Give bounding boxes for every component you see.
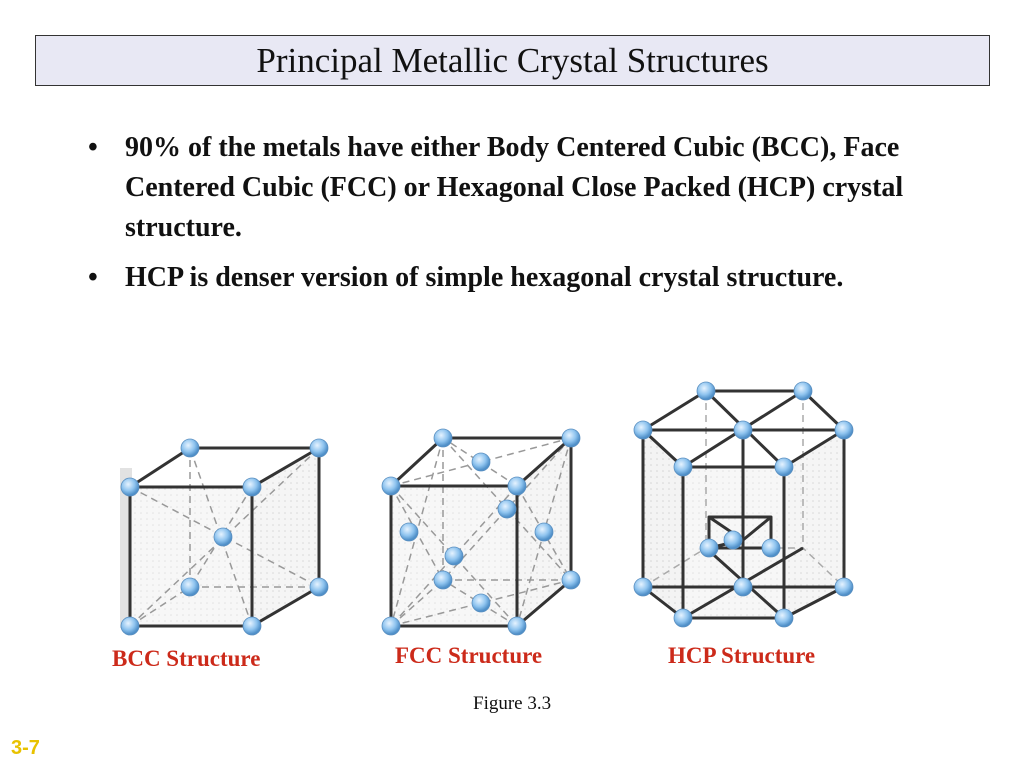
bcc-caption: BCC Structure (112, 646, 261, 671)
bcc-structure-diagram (120, 439, 328, 635)
slide-number: 3-7 (11, 737, 40, 759)
slide-title: Principal Metallic Crystal Structures (256, 40, 769, 80)
hcp-structure-diagram (634, 382, 853, 627)
hcp-caption: HCP Structure (668, 643, 816, 668)
bullet-marker: • (88, 262, 98, 293)
bullet-text: 90% of the metals have either Body Centered Cubic (BCC), Face Centered Cubic (FCC) or Hexagonal Close Packed (HCP) crystal structure. (125, 132, 904, 243)
fcc-caption: FCC Structure (395, 643, 543, 668)
bullet-text: HCP is denser version of simple hexagonal crystal structure. (125, 262, 844, 293)
bullet-marker: • (88, 132, 98, 163)
fcc-structure-diagram (382, 429, 580, 635)
figure-caption: Figure 3.3 (473, 693, 552, 714)
